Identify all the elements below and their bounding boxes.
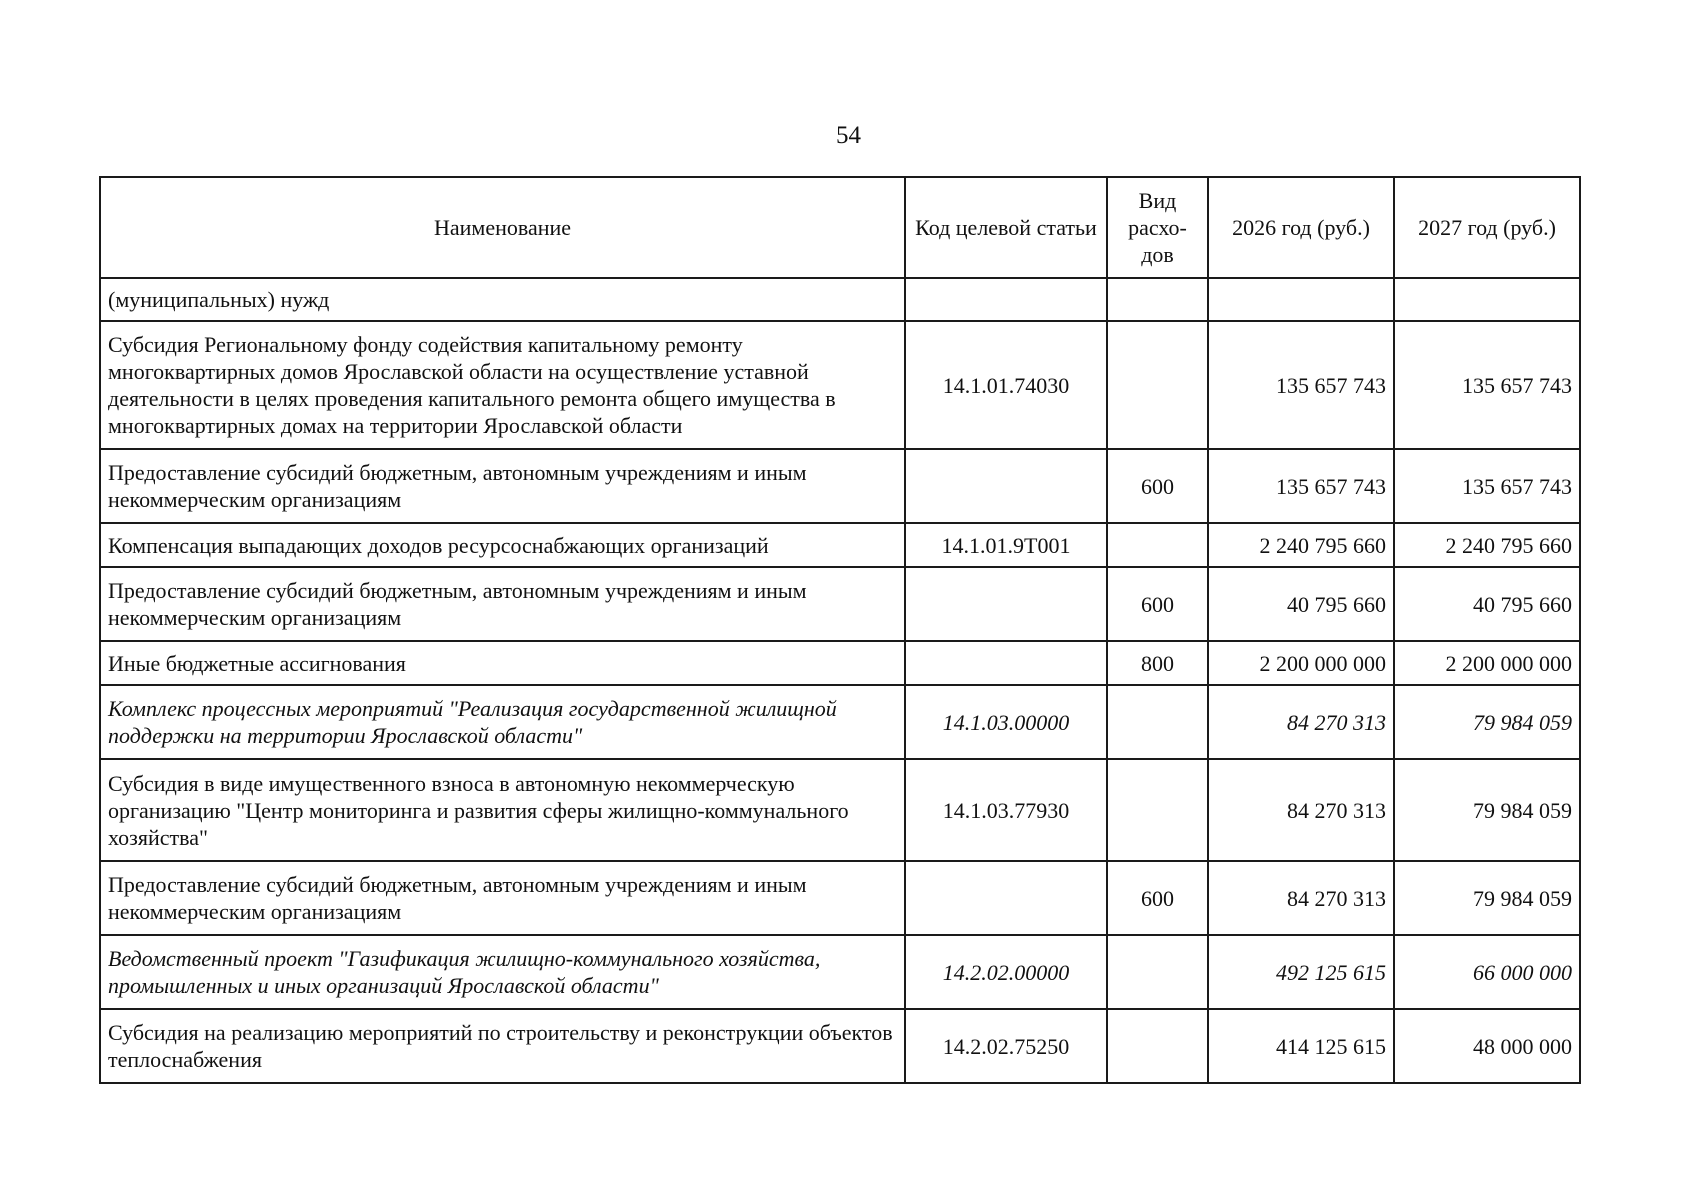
table-row: [100, 523, 1580, 567]
row-code: [905, 449, 1107, 523]
row-2027: 2 240 795 660: [1394, 523, 1580, 567]
row-code: 14.2.02.75250: [905, 1009, 1107, 1083]
page-number: 54: [836, 122, 861, 149]
row-2026: 84 270 313: [1208, 685, 1394, 759]
row-type: [1107, 523, 1208, 567]
table-row: [100, 567, 1580, 641]
row-type: [1107, 1009, 1208, 1083]
row-2026: 492 125 615: [1208, 935, 1394, 1009]
row-code: 14.1.01.74030: [905, 321, 1107, 449]
row-2026: 414 125 615: [1208, 1009, 1394, 1083]
row-name: Компенсация выпадающих доходов ресурсоснабжающих организаций: [100, 523, 905, 567]
row-type: [1107, 935, 1208, 1009]
row-code: [905, 641, 1107, 685]
row-2026: 84 270 313: [1208, 759, 1394, 861]
row-type: [1107, 321, 1208, 449]
row-code: 14.1.01.9Т001: [905, 523, 1107, 567]
row-code: 14.2.02.00000: [905, 935, 1107, 1009]
row-2027: 135 657 743: [1394, 449, 1580, 523]
row-code: [905, 861, 1107, 935]
row-2026: 135 657 743: [1208, 449, 1394, 523]
row-2027: 79 984 059: [1394, 861, 1580, 935]
row-code: 14.1.03.77930: [905, 759, 1107, 861]
row-2026: 135 657 743: [1208, 321, 1394, 449]
table-row: [100, 935, 1580, 1009]
row-2026: [1208, 278, 1394, 321]
table-row: [100, 759, 1580, 861]
row-code: [905, 278, 1107, 321]
table-row: [100, 641, 1580, 685]
table-row: [100, 278, 1580, 321]
row-name: Комплекс процессных мероприятий "Реализация государственной жилищной поддержки на территории Ярославской области": [100, 685, 905, 759]
row-name: (муниципальных) нужд: [100, 278, 905, 321]
row-2027: 135 657 743: [1394, 321, 1580, 449]
row-type: 600: [1107, 861, 1208, 935]
row-name: Предоставление субсидий бюджетным, автономным учреждениям и иным некоммерческим организациям: [100, 861, 905, 935]
header-2027: 2027 год (руб.): [1394, 177, 1580, 278]
header-2026: 2026 год (руб.): [1208, 177, 1394, 278]
row-name: Предоставление субсидий бюджетным, автономным учреждениям и иным некоммерческим организациям: [100, 567, 905, 641]
header-name: Наименование: [100, 177, 905, 278]
row-2027: 66 000 000: [1394, 935, 1580, 1009]
row-type: [1107, 759, 1208, 861]
row-2026: 2 200 000 000: [1208, 641, 1394, 685]
row-code: 14.1.03.00000: [905, 685, 1107, 759]
row-type: [1107, 685, 1208, 759]
row-2027: 48 000 000: [1394, 1009, 1580, 1083]
row-type: 600: [1107, 567, 1208, 641]
table-row: [100, 449, 1580, 523]
row-name: Ведомственный проект "Газификация жилищно-коммунального хозяйства, промышленных и иных организаций Ярославской области": [100, 935, 905, 1009]
row-2027: [1394, 278, 1580, 321]
row-type: 800: [1107, 641, 1208, 685]
table-row: [100, 321, 1580, 449]
row-type: [1107, 278, 1208, 321]
row-2027: 79 984 059: [1394, 759, 1580, 861]
budget-table: [99, 176, 1581, 1084]
row-2026: 84 270 313: [1208, 861, 1394, 935]
table-header-row: [100, 177, 1580, 278]
row-2027: 2 200 000 000: [1394, 641, 1580, 685]
row-2027: 79 984 059: [1394, 685, 1580, 759]
table-row: [100, 1009, 1580, 1083]
header-code: Код целевой статьи: [905, 177, 1107, 278]
row-name: Субсидия в виде имущественного взноса в автономную некоммерческую организацию "Центр мониторинга и развития сферы жилищно-коммунального хозяйства": [100, 759, 905, 861]
row-name: Предоставление субсидий бюджетным, автономным учреждениям и иным некоммерческим организациям: [100, 449, 905, 523]
table-row: [100, 685, 1580, 759]
row-name: Иные бюджетные ассигнования: [100, 641, 905, 685]
row-2027: 40 795 660: [1394, 567, 1580, 641]
row-code: [905, 567, 1107, 641]
table-row: [100, 861, 1580, 935]
row-name: Субсидия Региональному фонду содействия капитальному ремонту многоквартирных домов Ярославской области на осуществление уставной деятельности в целях проведения капитального ремонта общего имущества в многоквартирных домах на территории Ярославской области: [100, 321, 905, 449]
row-2026: 2 240 795 660: [1208, 523, 1394, 567]
row-2026: 40 795 660: [1208, 567, 1394, 641]
header-type: Вид расхо-дов: [1107, 177, 1208, 278]
row-name: Субсидия на реализацию мероприятий по строительству и реконструкции объектов теплоснабжения: [100, 1009, 905, 1083]
row-type: 600: [1107, 449, 1208, 523]
